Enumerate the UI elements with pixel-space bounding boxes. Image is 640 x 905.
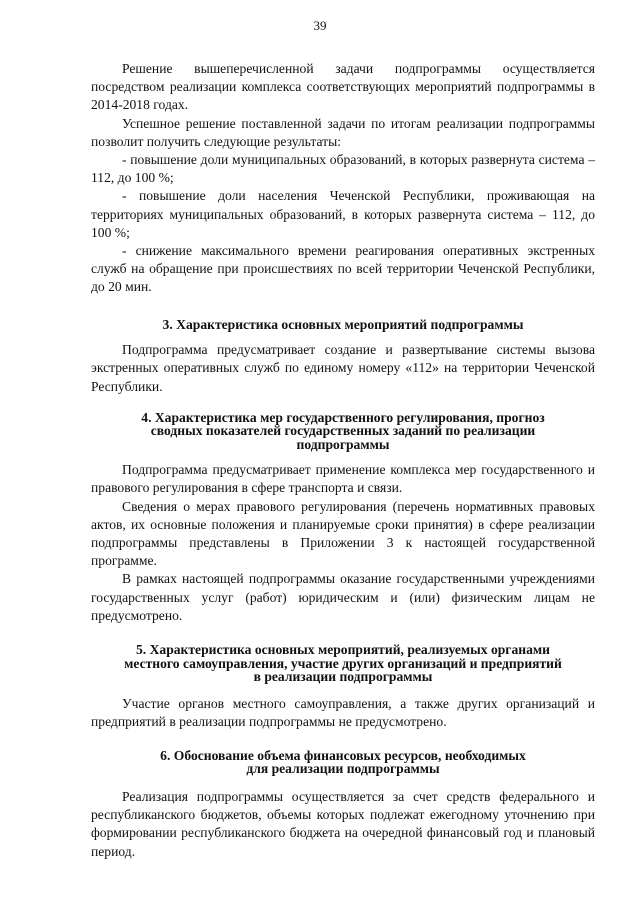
page-number: 39 bbox=[313, 18, 327, 33]
section-4-heading-line-1: 4. Характеристика мер государственного регулирования, прогноз bbox=[141, 409, 545, 425]
result-bullet-1: - повышение доли муниципальных образований, в которых развернута система – 112, до 100 %; bbox=[91, 152, 595, 186]
section-4-paragraph-1: Подпрограмма предусматривает применение комплекса мер государственного и правового регулирования в сфере транспорта и связи. bbox=[91, 462, 595, 496]
section-6-heading bbox=[91, 749, 595, 776]
section-4-paragraph-2: Сведения о мерах правового регулирования (перечень нормативных правовых актов, их основные положения и планируемые сроки принятия) в сфере реализации подпрограммы представлены в Приложении 3 к настоящей государственной программе. bbox=[91, 498, 595, 569]
section-3-paragraph-1: Подпрограмма предусматривает создание и развертывание системы вызова экстренных оперативных служб по единому номеру «112» на территории Чеченской Республики. bbox=[91, 342, 595, 394]
section-4-heading bbox=[91, 411, 595, 452]
section-6-heading-line-1: 6. Обоснование объема финансовых ресурсов, необходимых bbox=[160, 747, 526, 763]
section-5-paragraph-1: Участие органов местного самоуправления, а также других организаций и предприятий в реализации подпрограммы не предусмотрено. bbox=[91, 695, 595, 729]
intro-paragraph-1: Решение вышеперечисленной задачи подпрограммы осуществляется посредством реализации комплекса соответствующих мероприятий подпрограммы в 2014-2018 годах. bbox=[91, 61, 595, 113]
section-5-heading-line-2: местного самоуправления, участие других организаций и предприятий bbox=[124, 655, 562, 671]
section-4-heading-line-3: подпрограммы bbox=[296, 436, 390, 452]
section-5-heading-line-3: в реализации подпрограммы bbox=[253, 669, 433, 685]
section-5-heading bbox=[91, 643, 595, 684]
intro-paragraph-2: Успешное решение поставленной задачи по итогам реализации подпрограммы позволит получить следующие результаты: bbox=[91, 115, 595, 149]
section-6-heading-line-2: для реализации подпрограммы bbox=[246, 761, 440, 777]
section-5-heading-line-1: 5. Характеристика основных мероприятий, реализуемых органами bbox=[135, 642, 550, 658]
result-bullet-3: - снижение максимального времени реагирования оперативных экстренных служб на обращение при происшествиях по всей территории Чеченской Республики, до 20 мин. bbox=[91, 243, 595, 295]
document-body bbox=[91, 60, 595, 861]
section-3-heading: 3. Характеристика основных мероприятий подпрограммы bbox=[162, 316, 524, 332]
section-4-paragraph-3: В рамках настоящей подпрограммы оказание государственными учреждениями государственных услуг (работ) юридическим и (или) физическим лицам не предусмотрено. bbox=[91, 571, 595, 623]
section-4-heading-line-2: сводных показателей государственных заданий по реализации bbox=[150, 423, 536, 439]
result-bullet-2: - повышение доли населения Чеченской Республики, проживающая на территориях муниципальных образований, в которых развернута система – 112, до 100 %; bbox=[91, 188, 595, 240]
section-6-paragraph-1: Реализация подпрограммы осуществляется за счет средств федерального и республиканского бюджетов, объемы которых подлежат ежегодному уточнению при формировании республиканского бюджета на очередной финансовый год и плановый период. bbox=[91, 788, 595, 859]
